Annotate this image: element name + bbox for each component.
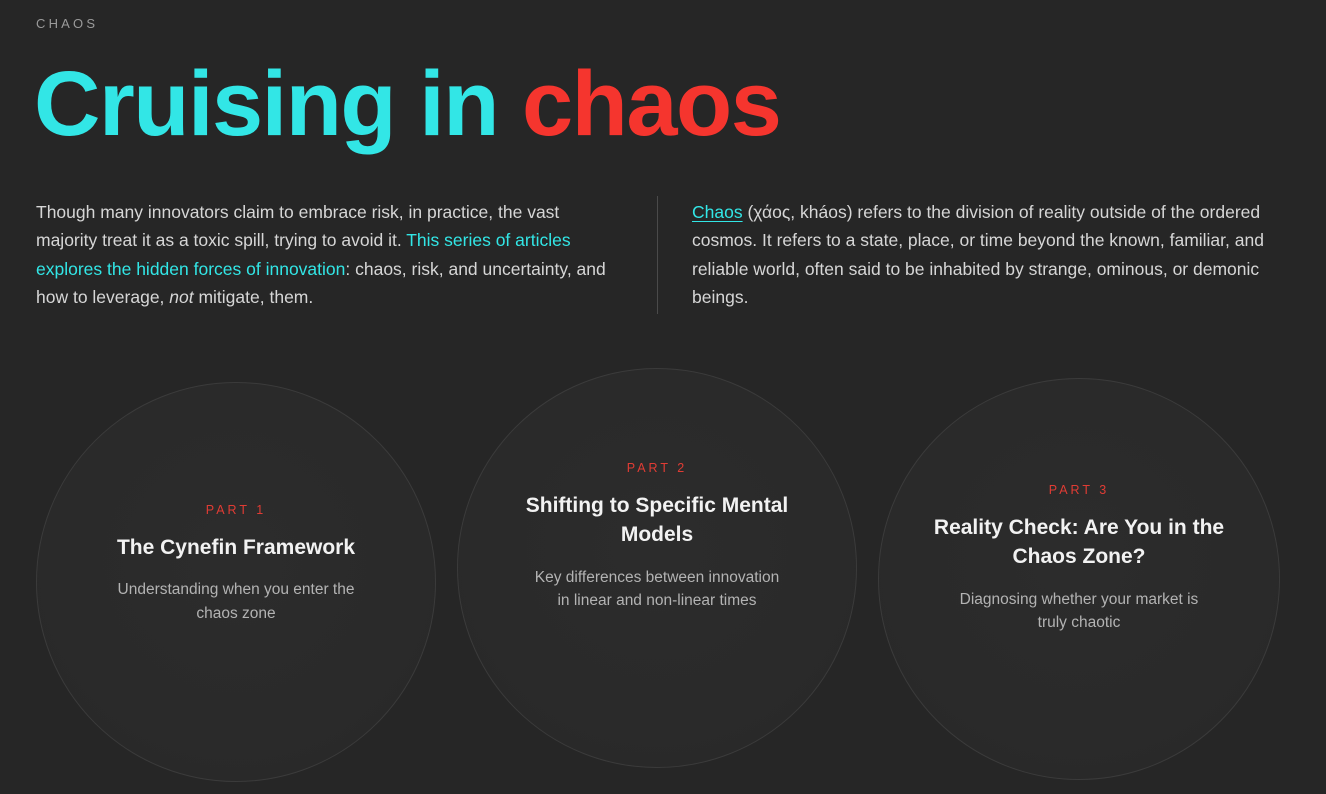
intro-tail-before: : chaos, risk, and uncertainty, and how to leverage,: [36, 258, 606, 308]
page-title-primary: Cruising in: [34, 53, 522, 155]
intro-lead: Though many innovators claim to embrace risk, in practice, the vast majority treat it as a toxic spill, trying to avoid it.: [36, 202, 560, 251]
parts-group: [0, 372, 1326, 794]
part-description-1: Understanding when you enter the chaos zone: [117, 581, 355, 622]
part-description-2: Key differences between innovation in linear and non-linear times: [534, 568, 780, 610]
intro-emphasis: not: [169, 287, 194, 308]
definition-term-link[interactable]: Chaos: [692, 202, 743, 222]
part-title-1: The Cynefin Framework: [116, 536, 356, 559]
definition-body: (χάος, kháos) refers to the division of reality outside of the ordered cosmos. It refers to a state, place, or time beyond the known, familiar, and reliable world, often said to be inhabited by strange, ominous, or demonic beings.: [692, 202, 1264, 308]
intro-series-link[interactable]: This series of articles explores the hidden forces of innovation: [36, 230, 571, 279]
definition-paragraph: [692, 198, 1277, 311]
part-title-2: Shifting to Specific Mental Models: [525, 494, 789, 547]
vertical-divider: [657, 196, 658, 314]
part-label-2: PART 2: [626, 461, 688, 475]
intro-paragraph: [36, 198, 624, 311]
part-label-3: PART 3: [1048, 483, 1110, 497]
part-label-1: PART 1: [205, 503, 267, 517]
part-title-3: Reality Check: Are You in the Chaos Zone?: [933, 516, 1225, 569]
part-card-3[interactable]: [878, 378, 1280, 780]
page-title: [34, 53, 781, 155]
part-card-2[interactable]: [457, 368, 857, 768]
page-eyebrow: CHAOS: [36, 16, 99, 31]
part-card-1[interactable]: [36, 382, 436, 782]
part-description-3: Diagnosing whether your market is truly chaotic: [959, 590, 1199, 632]
intro-tail-after: mitigate, them.: [193, 287, 314, 308]
page-title-accent: chaos: [522, 53, 781, 155]
